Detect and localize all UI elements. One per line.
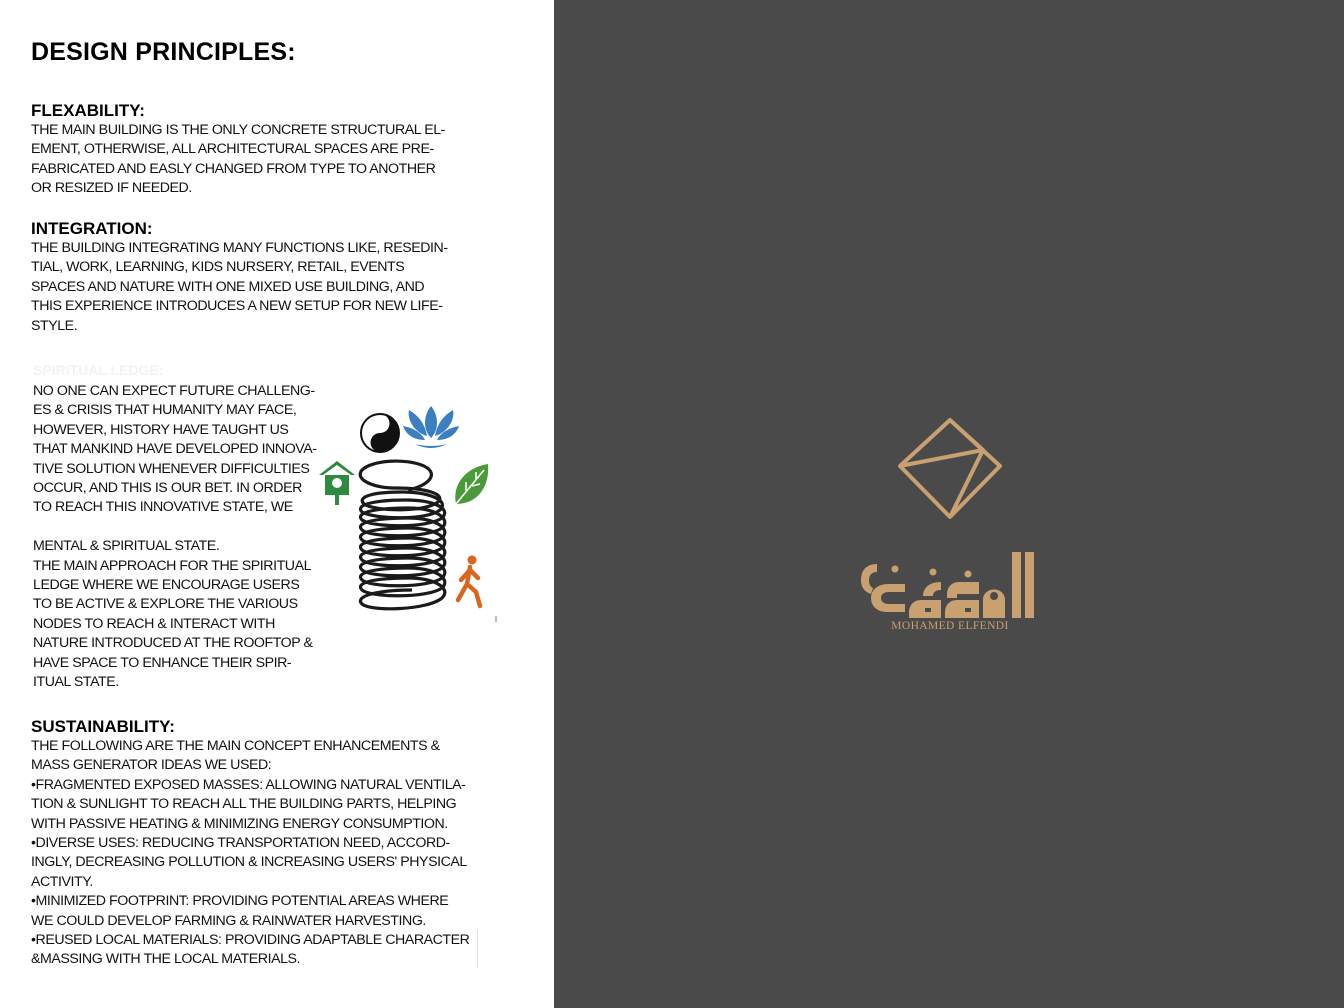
sustainability-text: THE FOLLOWING ARE THE MAIN CONCEPT ENHANCEMENTS & MASS GENERATOR IDEAS WE USED: •FRAGMENTED EXPOSED MASSES: ALLOWING NATURAL VENTILA- TION & SUNLIGHT TO REACH ALL THE BUILDING PARTS, HELPING WITH PASSIVE HEATING & MINIMIZING ENERGY CONSUMPTION. •DIVERSE USES: REDUCING TRANSPORTATION NEED, ACCORD- INGLY, DECREASING POLLUTION & INCREASING USERS' PHYSICAL ACTIVITY. •MINIMIZED FOOTPRINT: PROVIDING POTENTIAL AREAS WHERE WE COULD DEVELOP FARMING & RAINWATER HARVESTING. •REUSED LOCAL MATERIALS: PROVIDING ADAPTABLE CHARACTER &MASSING WITH THE LOCAL MATERIALS. — [31, 738, 470, 968]
brand-logo — [855, 414, 1045, 644]
walking-person-icon — [458, 556, 480, 607]
text-page — [0, 0, 554, 1008]
spiritual-ledge-text: NO ONE CAN EXPECT FUTURE CHALLENG- ES & CRISIS THAT HUMANITY MAY FACE, HOWEVER, HISTORY HAVE TAUGHT US THAT MANKIND HAVE DEVELOPED INNOVA- TIVE SOLUTION WHENEVER DIFFICULTIES OCCUR, AND THIS IS OUR BET. IN ORDER TO REACH THIS INNOVATIVE STATE, WE MENTAL & SPIRITUAL STATE. THE MAIN APPROACH FOR THE SPIRITUAL LEDGE WHERE WE ENCOURAGE USERS TO BE ACTIVE & EXPLORE THE VARIOUS NODES TO REACH & INTERACT WITH NATURE INTRODUCED AT THE ROOFTOP & HAVE SPACE TO ENHANCE THEIR SPIR- ITUAL STATE. — [33, 383, 317, 691]
flexability-heading: FLEXABILITY: — [31, 101, 145, 120]
logo-caption: MOHAMED ELFENDI — [891, 620, 1009, 632]
leaf-icon — [455, 464, 488, 504]
page-title: DESIGN PRINCIPLES: — [31, 38, 296, 66]
integration-text: THE BUILDING INTEGRATING MANY FUNCTIONS LIKE, RESEDIN- TIAL, WORK, LEARNING, KIDS NURSERY, RETAIL, EVENTS SPACES AND NATURE WITH ONE MIXED USE BUILDING, AND THIS EXPERIENCE INTRODUCES A NEW SETUP FOR NEW LIFE- STYLE. — [31, 240, 448, 334]
spiritual-ledge-illustration — [316, 400, 500, 626]
spiral-icon — [360, 461, 445, 609]
edge-line — [477, 930, 478, 968]
sustainability-heading: SUSTAINABILITY: — [31, 717, 175, 736]
spiritual-ledge-heading: SPIRITUAL LEDGE: — [33, 362, 164, 378]
integration-heading: INTEGRATION: — [31, 219, 153, 238]
lotus-icon — [403, 406, 459, 448]
arabic-wordmark — [861, 552, 1034, 618]
yin-yang-icon — [361, 414, 399, 452]
birdhouse-icon — [319, 461, 355, 505]
flexability-text: THE MAIN BUILDING IS THE ONLY CONCRETE STRUCTURAL EL- EMENT, OTHERWISE, ALL ARCHITECTURAL SPACES ARE PRE- FABRICATED AND EASLY CHANGED FROM TYPE TO ANOTHER OR RESIZED IF NEEDED. — [31, 122, 445, 197]
diamond-mark-icon — [900, 420, 1000, 517]
